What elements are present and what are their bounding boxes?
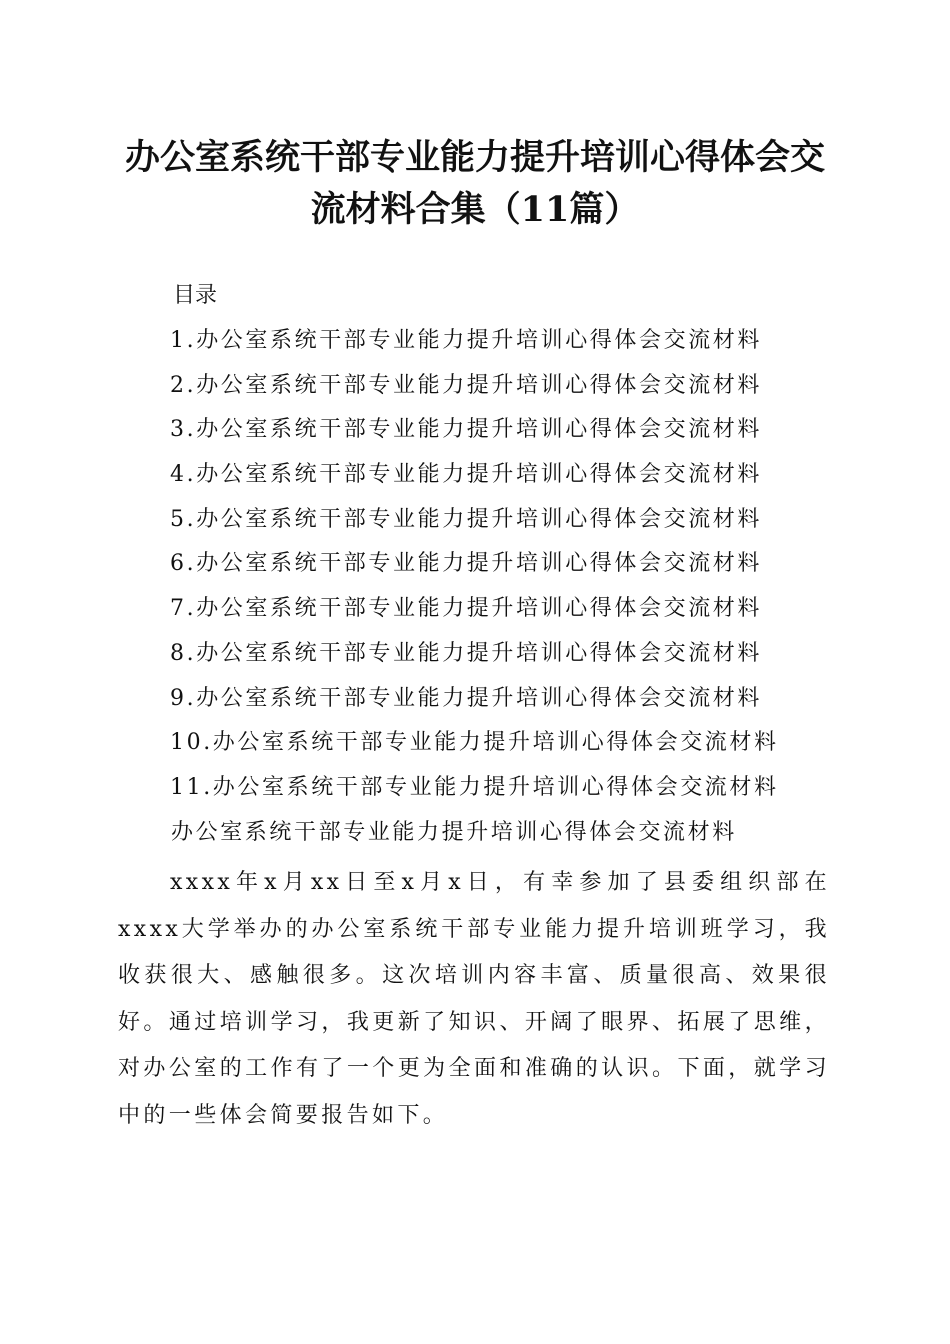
- toc-item: 5.办公室系统干部专业能力提升培训心得体会交流材料: [170, 506, 762, 532]
- toc-item: 8.办公室系统干部专业能力提升培训心得体会交流材料: [170, 640, 762, 666]
- toc-item: 11.办公室系统干部专业能力提升培训心得体会交流材料: [170, 774, 779, 800]
- document-title: [110, 132, 840, 236]
- body-paragraph: xxxx年x月xx日至x月x日，有幸参加了县委组织部在xxxx大学举办的办公室系统干部专业能力提升培训班学习，我收获很大、感触很多。这次培训内容丰富、质量很高、效果很好。通过培训学习，我更新了知识、开阔了眼界、拓展了思维，对办公室的工作有了一个更为全面和准确的认识。下面，就学习中的一些体会简要报告如下。: [118, 870, 830, 1128]
- toc-item: 2.办公室系统干部专业能力提升培训心得体会交流材料: [170, 372, 762, 398]
- toc-item: 1.办公室系统干部专业能力提升培训心得体会交流材料: [170, 328, 762, 353]
- toc-item: 4.办公室系统干部专业能力提升培训心得体会交流材料: [170, 462, 762, 488]
- toc-item: 9.办公室系统干部专业能力提升培训心得体会交流材料: [170, 685, 762, 711]
- title-line-1: 办公室系统干部专业能力提升培训心得体会交: [124, 137, 825, 178]
- toc-item: 7.办公室系统干部专业能力提升培训心得体会交流材料: [170, 596, 762, 622]
- toc-heading: 目录: [173, 283, 218, 308]
- section-heading: 办公室系统干部专业能力提升培训心得体会交流材料: [171, 820, 737, 845]
- toc-item: 3.办公室系统干部专业能力提升培训心得体会交流材料: [170, 417, 762, 443]
- toc-item: 10.办公室系统干部专业能力提升培训心得体会交流材料: [170, 730, 779, 756]
- toc-item: 6.办公室系统干部专业能力提升培训心得体会交流材料: [170, 551, 762, 577]
- title-line-2: 流材料合集（11篇）: [310, 189, 640, 230]
- table-of-contents: [170, 326, 779, 818]
